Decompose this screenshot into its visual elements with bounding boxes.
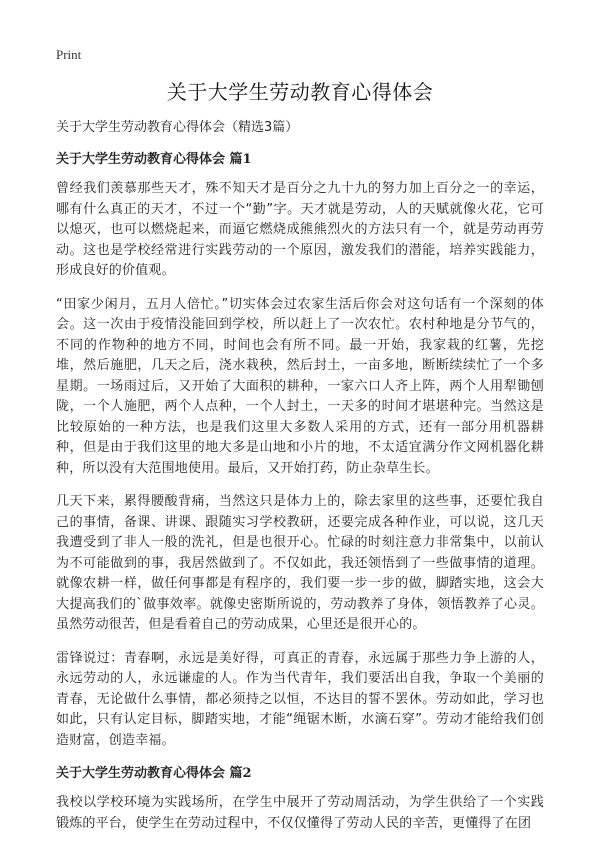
document-title: 关于大学生劳动教育心得体会 [166, 80, 434, 104]
section-1-paragraph-3: 几天下来，累得腰酸背痛，当然这只是体力上的，除去家里的这些事，还要忙我自己的事情，备课、讲课、跟随实习学校教研，还要完成各种作业，可以说，这几天我遭受到了非人一般的洗礼，但是也很开心。忙碌的时刻注意力非常集中，以前认为不可能做到的事，我居然做到了。不仅如此，我还领悟到了一些做事情的道理。就像农耕一样，做任何事都是有程序的，我们要一步一步的做，脚踏实地，这会大大提高我们的`做事效率。就像史密斯所说的，劳动教养了身体，领悟教养了心灵。虽然劳动很苦，但是看着自己的劳动成果，心里还是很开心的。 [56, 494, 544, 632]
section-1-paragraph-4: 雷锋说过：青春啊，永远是美好得，可真正的青春，永远属于那些力争上游的人，永远劳动的人，永远谦虚的人。作为当代青年，我们要活出自我，争取一个美丽的青春，无论做什么事情，都必须持之以恒，不达目的誓不罢休。劳动如此，学习也如此，只有认定目标，脚踏实地，才能“绳锯木断，水滴石穿”。劳动才能给我们创造财富，创造幸福。 [56, 650, 544, 748]
print-link[interactable]: Print [56, 47, 82, 62]
document-subtitle: 关于大学生劳动教育心得体会（精选3篇） [56, 120, 299, 135]
section-1-paragraph-1: 曾经我们羡慕那些天才，殊不知天才是百分之九十九的努力加上百分之一的幸运，哪有什么真正的天才，不过一个“勤”字。天才就是劳动，人的天赋就像火花，它可以熄灭，也可以燃烧起来，而逼它燃烧成熊熊烈火的方法只有一个，就是劳动再劳动。这也是学校经常进行实践劳动的一个原因，激发我们的潜能，培养实践能力，形成良好的价值观。 [56, 181, 544, 278]
document-content [56, 118, 544, 847]
section-1-paragraph-2: “田家少闲月，五月人倍忙。”切实体会过农家生活后你会对这句话有一个深刻的体会。这一次由于疫情没能回到学校，所以赶上了一次农忙。农村种地是分节气的，不同的作物种的地方不同，时间也会有所不同。最一开始，我家栽的红薯，先挖堆，然后施肥，几天之后，浇水栽秧，然后封土，一亩多地，断断续续忙了一个多星期。一场雨过后，又开始了大面积的耕种，一家六口人齐上阵，两个人用犁锄刨陇，一个人施肥，两个人点种，一个人封土，一天多的时间才堪堪种完。当然这是比较原始的一种方法，也是我们这里大多数人采用的方式，还有一部分用机器耕种，但是由于我们这里的地大多是山地和小片的地，不太适宜满分作文网机器化耕种，所以没有大范围地使用。最后，又开始打药，防止杂草生长。 [56, 296, 544, 476]
section-2-paragraph-1: 我校以学校环境为实践场所，在学生中展开了劳动周活动，为学生供给了一个实践锻炼的平台，使学生在劳动过程中，不仅仅懂得了劳动人民的辛苦，更懂得了在团 [56, 795, 544, 831]
section-heading-2: 关于大学生劳动教育心得体会 篇2 [56, 766, 252, 781]
section-heading-1: 关于大学生劳动教育心得体会 篇1 [56, 152, 252, 167]
